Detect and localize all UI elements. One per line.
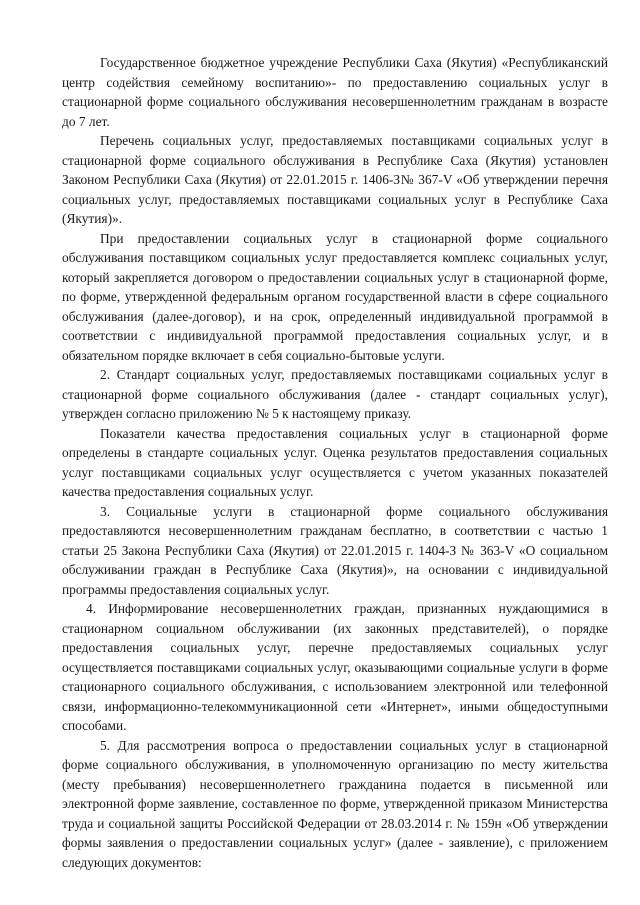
paragraph-item-2-standard: 2. Стандарт социальных услуг, предоставляемых поставщиками социальных услуг в стационарной форме социального обслуживания (далее - стандарт социальных услуг), утвержден согласно приложению № 5 к настоящему приказу. [62, 367, 608, 421]
document-body [62, 53, 608, 872]
paragraph-item-4-informing: 4. Информирование несовершеннолетних граждан, признанных нуждающимися в стационарном социальном обслуживании (их законных представителей), о порядке предоставления социальных услуг, перечне предоставляемых социальных услуг осуществляется поставщиками социальных услуг, оказывающими социальные услуги в форме стационарного социального обслуживания, с использованием электронной или телефонной связи, информационно-телекоммуникационной сети «Интернет», иными общедоступными способами. [62, 601, 608, 733]
paragraph-quality-indicators: Показатели качества предоставления социальных услуг в стационарной форме определены в стандарте социальных услуг. Оценка результатов предоставления социальных услуг поставщиками социальных услуг осуществляется с учетом указанных показателей качества предоставления социальных услуг. [62, 425, 608, 499]
paragraph-item-5-application: 5. Для рассмотрения вопроса о предоставлении социальных услуг в стационарной форме социального обслуживания, в уполномоченную организацию по месту жительства (месту пребывания) несовершеннолетнего гражданина подается в письменной или электронной форме заявление, составленное по форме, утвержденной приказом Министерства труда и социальной защиты Российской Федерации от 28.03.2014 г. № 159н «Об утверждении формы заявления о предоставлении социальных услуг» (далее - заявление), с приложением следующих документов: [62, 737, 608, 870]
paragraph-services-list: Перечень социальных услуг, предоставляемых поставщиками социальных услуг в стационарной форме социального обслуживания в Республике Саха (Якутия) установлен Законом Республики Саха (Якутия) от 22.01.2015 г. 1406-З№ 367-V «Об утверждении перечня социальных услуг, предоставляемых поставщиками социальных услуг в Республике Саха (Якутия)». [62, 133, 608, 226]
paragraph-contract: При предоставлении социальных услуг в стационарной форме социального обслуживания поставщиком социальных услуг предоставляется комплекс социальных услуг, который закрепляется договором о предоставлении социальных услуг в стационарной форме, по форме, утвержденной федеральным органом государственной власти в сфере социального обслуживания (далее-договор), и на срок, определенный индивидуальной программой в соответствии с индивидуальной программой предоставления социальных услуг, и в обязательном порядке включает в себя социально-бытовые услуги. [62, 230, 608, 363]
paragraph-institution: Государственное бюджетное учреждение Республики Саха (Якутия) «Республиканский центр содействия семейному воспитанию»- по предоставлению социальных услуг в стационарной форме социального обслуживания несовершеннолетним гражданам в возрасте до 7 лет. [62, 55, 608, 129]
paragraph-item-3-free-services: 3. Социальные услуги в стационарной форме социального обслуживания предоставляются несовершеннолетним гражданам бесплатно, в соответствии с частью 1 статьи 25 Закона Республики Саха (Якутия) от 22.01.2015 г. 1404-З № 363-V «О социальном обслуживании граждан в Республике Саха (Якутия)», на основании с индивидуальной программы предоставления социальных услуг. [62, 503, 608, 597]
